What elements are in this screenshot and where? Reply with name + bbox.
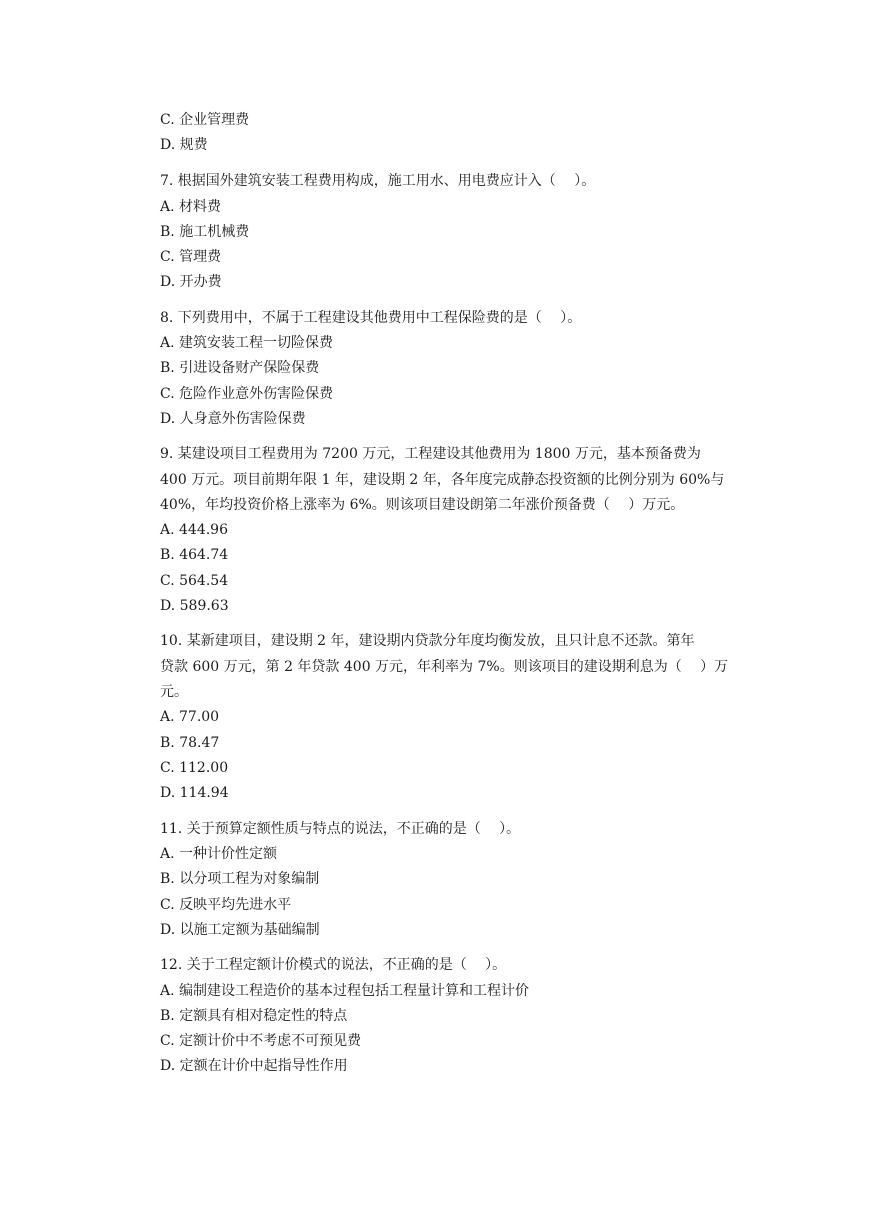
option-6d: D. 规费 xyxy=(160,137,208,153)
option-8a: A. 建筑安装工程一切险保费 xyxy=(160,335,334,351)
question-12: 12. 关于工程定额计价模式的说法，不正确的是（ ）。 xyxy=(160,957,507,973)
question-11: 11. 关于预算定额性质与特点的说法，不正确的是（ ）。 xyxy=(160,821,521,837)
option-8c: C. 危险作业意外伤害险保费 xyxy=(160,386,334,402)
question-9-line-1: 9. 某建设项目工程费用为 7200 万元，工程建设其他费用为 1800 万元，基本预备费为 xyxy=(160,446,701,462)
option-7b: B. 施工机械费 xyxy=(160,224,250,240)
option-9c: C. 564.54 xyxy=(160,573,229,589)
question-9-line-3: 40%，年均投资价格上涨率为 6%。则该项目建设朗第二年涨价预备费（ ）万元。 xyxy=(160,497,685,513)
option-9b: B. 464.74 xyxy=(160,547,229,563)
option-10a: A. 77.00 xyxy=(160,709,220,725)
option-11b: B. 以分项工程为对象编制 xyxy=(160,871,320,887)
option-9d: D. 589.63 xyxy=(160,598,229,614)
option-11d: D. 以施工定额为基础编制 xyxy=(160,922,320,938)
question-10-line-3: 元。 xyxy=(160,684,188,700)
question-7: 7. 根据国外建筑安装工程费用构成，施工用水、用电费应计入（ ）。 xyxy=(160,173,596,189)
question-8: 8. 下列费用中，不属于工程建设其他费用中工程保险费的是（ ）。 xyxy=(160,310,582,326)
option-10c: C. 112.00 xyxy=(160,760,229,776)
option-8b: B. 引进设备财产保险保费 xyxy=(160,360,320,376)
question-9-line-2: 400 万元。项目前期年限 1 年，建设期 2 年，各年度完成静态投资额的比例分别为 60%与 xyxy=(160,472,725,488)
option-11c: C. 反映平均先进水平 xyxy=(160,897,292,913)
option-12b: B. 定额具有相对稳定性的特点 xyxy=(160,1008,348,1024)
option-6c: C. 企业管理费 xyxy=(160,112,250,128)
option-10b: B. 78.47 xyxy=(160,735,220,751)
option-12d: D. 定额在计价中起指导性作用 xyxy=(160,1058,348,1074)
question-10-line-1: 10. 某新建项目，建设期 2 年，建设期内贷款分年度均衡发放，且只计息不还款。第年 xyxy=(160,633,695,649)
option-11a: A. 一种计价性定额 xyxy=(160,846,278,862)
option-8d: D. 人身意外伤害险保费 xyxy=(160,411,306,427)
option-7c: C. 管理费 xyxy=(160,249,222,265)
option-12c: C. 定额计价中不考虑不可预见费 xyxy=(160,1033,362,1049)
option-9a: A. 444.96 xyxy=(160,522,228,538)
option-10d: D. 114.94 xyxy=(160,785,229,801)
option-7d: D. 开办费 xyxy=(160,274,222,290)
option-7a: A. 材料费 xyxy=(160,199,222,215)
question-10-line-2: 贷款 600 万元，第 2 年贷款 400 万元，年利率为 7%。则该项目的建设期利息为（ ）万 xyxy=(160,659,729,675)
option-12a: A. 编制建设工程造价的基本过程包括工程量计算和工程计价 xyxy=(160,983,530,999)
